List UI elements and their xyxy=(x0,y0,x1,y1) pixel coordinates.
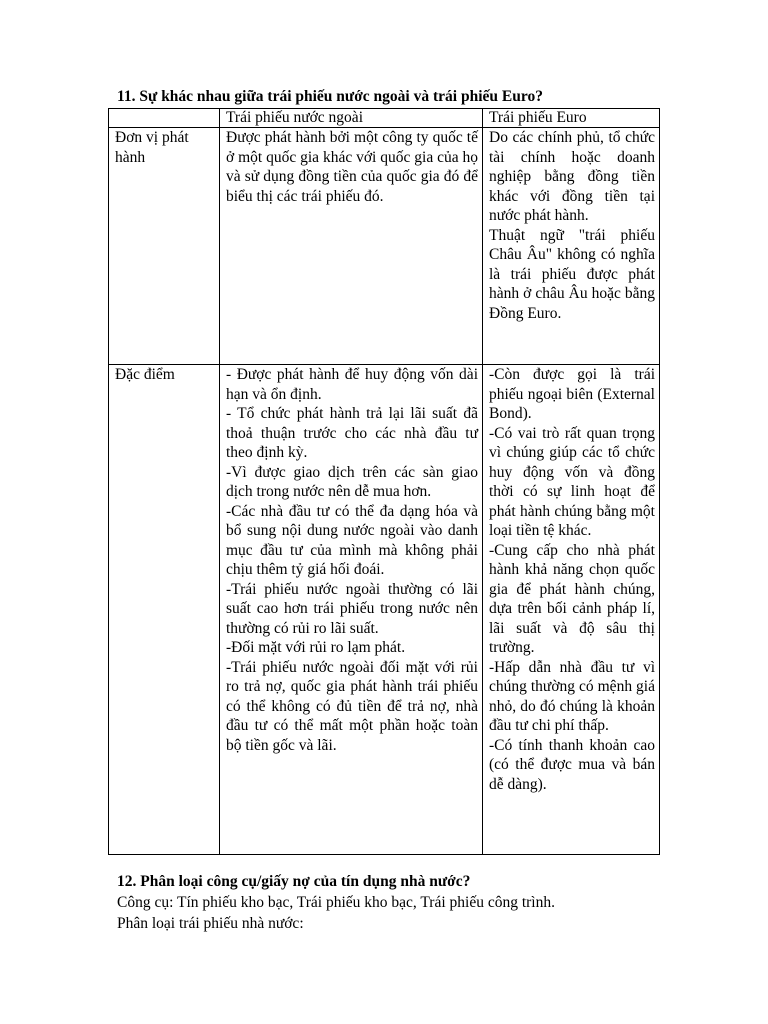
cell-paragraph: -Cung cấp cho nhà phát hành khả năng chọn quốc gia để phát hành chúng, dựa trên bối cảnh pháp lí, lãi suất và độ sâu thị trường. xyxy=(489,541,655,656)
cell-paragraph: Thuật ngữ "trái phiếu Châu Âu" không có nghĩa là trái phiếu được phát hành ở châu Âu hoặc bằng Đồng Euro. xyxy=(489,226,655,322)
section-12-heading: 12. Phân loại công cụ/giấy nợ của tín dụng nhà nước? xyxy=(117,873,471,890)
table-row xyxy=(109,128,660,365)
header-empty-cell xyxy=(109,109,220,128)
issuer-euro-cell xyxy=(483,128,660,365)
section-11-heading: 11. Sự khác nhau giữa trái phiếu nước ngoài và trái phiếu Euro? xyxy=(117,88,543,105)
comparison-table xyxy=(108,108,660,855)
cell-paragraph: -Trái phiếu nước ngoài thường có lãi suất cao hơn trái phiếu trong nước nên thường có rủi ro lãi suất. xyxy=(226,580,478,637)
table-header-row xyxy=(109,109,660,128)
features-euro-cell xyxy=(483,365,660,855)
cell-paragraph: - Được phát hành để huy động vốn dài hạn và ổn định. xyxy=(226,366,478,403)
issuer-foreign-cell xyxy=(220,128,483,365)
cell-paragraph: -Vì được giao dịch trên các sàn giao dịch trong nước nên dễ mua hơn. xyxy=(226,463,478,500)
cell-paragraph: Do các chính phủ, tổ chức tài chính hoặc doanh nghiệp bằng đồng tiền khác với đồng tiền tại nước phát hành. xyxy=(489,129,655,224)
cell-paragraph: -Hấp dẫn nhà đầu tư vì chúng thường có mệnh giá nhỏ, do đó chúng là khoản đầu tư chi phí thấp. xyxy=(489,658,655,734)
cell-paragraph: Được phát hành bởi một công ty quốc tế ở một quốc gia khác với quốc gia của họ và sử dụng đồng tiền của quốc gia đó để biểu thị các trái phiếu đó. xyxy=(226,129,478,205)
cell-paragraph: -Có vai trò rất quan trọng vì chúng giúp các tổ chức huy động vốn và đồng thời có sự linh hoạt để phát hành chúng bằng một loại tiền tệ khác. xyxy=(489,424,655,539)
cell-paragraph: -Đối mặt với rủi ro lạm phát. xyxy=(226,639,406,656)
features-foreign-cell xyxy=(220,365,483,855)
cell-paragraph: -Trái phiếu nước ngoài đối mặt với rủi ro trả nợ, quốc gia phát hành trái phiếu có thể không có đủ tiền để trả nợ, nhà đầu tư có thể mất một phần hoặc toàn bộ tiền gốc và lãi. xyxy=(226,658,478,754)
header-foreign-bond: Trái phiếu nước ngoài xyxy=(220,109,483,128)
instruments-line: Công cụ: Tín phiếu kho bạc, Trái phiếu kho bạc, Trái phiếu công trình. xyxy=(117,894,555,911)
row-label-issuer: Đơn vị phát hành xyxy=(109,128,220,365)
row-label-features: Đặc điểm xyxy=(109,365,220,855)
cell-paragraph: -Có tính thanh khoản cao (có thể được mua và bán dễ dàng). xyxy=(489,736,655,793)
header-euro-bond: Trái phiếu Euro xyxy=(483,109,660,128)
cell-paragraph: -Còn được gọi là trái phiếu ngoại biên (External Bond). xyxy=(489,366,655,422)
cell-paragraph: - Tổ chức phát hành trả lại lãi suất đã thoả thuận trước cho các nhà đầu tư theo định kỳ. xyxy=(226,405,478,461)
cell-paragraph: -Các nhà đầu tư có thể đa dạng hóa và bổ sung nội dung nước ngoài vào danh mục đầu tư của mình mà không phải chịu thêm tỷ giá hối đoái. xyxy=(226,502,478,578)
table-row xyxy=(109,365,660,855)
classification-line: Phân loại trái phiếu nhà nước: xyxy=(117,915,304,932)
